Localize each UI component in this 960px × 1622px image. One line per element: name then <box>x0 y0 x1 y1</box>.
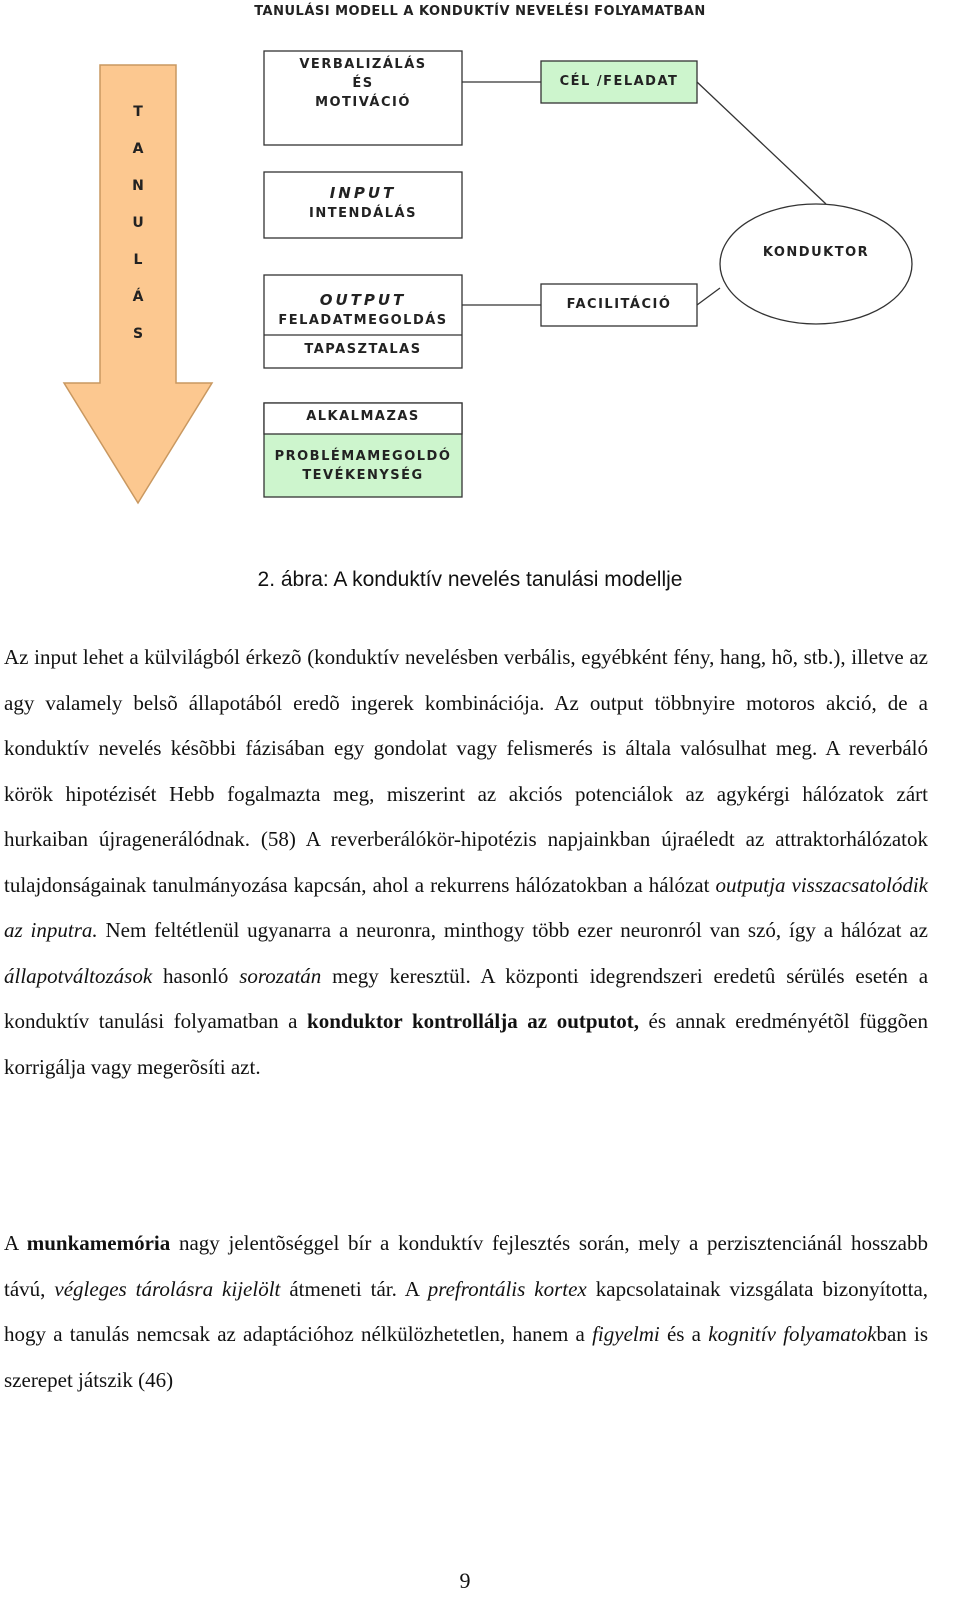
text-run: A <box>4 1231 27 1255</box>
goal-task-label: CÉL /FELADAT <box>559 74 679 89</box>
italic-run: sorozatán <box>239 963 322 988</box>
conductor-label: KONDUKTOR <box>762 245 870 260</box>
italic-run: végleges tárolásra kijelölt <box>54 1276 281 1301</box>
figure-caption: 2. ábra: A konduktív nevelés tanulási modellje <box>257 568 683 591</box>
italic-run: outputja visszacsatolódik az inputra. <box>4 872 928 942</box>
output-label: OUTPUT <box>319 291 407 309</box>
text-run: és a <box>659 1322 709 1346</box>
text-run: és annak eredményétõl függõen korrigálja vagy megerõsíti azt. <box>4 1009 928 1079</box>
arrow-letter: N <box>132 178 144 194</box>
and-label: ÉS <box>352 75 374 91</box>
text-run: nagy jelentõséggel bír a konduktív fejlesztés során, mely a perzisztenciánál hosszabb távú, <box>4 1231 928 1301</box>
application-label: ALKALMAZAS <box>306 409 420 424</box>
experience-label: TAPASZTALAS <box>304 342 422 357</box>
page-number: 9 <box>459 1568 471 1593</box>
conductor-ellipse <box>720 204 912 324</box>
bold-run: munkamemória <box>26 1231 171 1255</box>
motivation-label: MOTIVÁCIÓ <box>315 94 411 110</box>
italic-run: kognitív folyamatok <box>708 1322 877 1346</box>
box-output <box>264 290 462 331</box>
arrow-letter: A <box>132 141 144 157</box>
text-run: Nem feltétlenül ugyanarra a neuronra, minthogy több ezer neuronról van szó, így a hálózat az <box>97 918 928 942</box>
arrow-letters <box>125 94 151 353</box>
text-run: hasonló <box>152 963 240 988</box>
box-input <box>264 183 462 224</box>
paragraph-input-output <box>4 635 928 1090</box>
arrow-letter: Á <box>132 289 144 305</box>
paragraph-working-memory <box>4 1221 928 1403</box>
task-solving-label: FELADATMEGOLDÁS <box>278 312 448 328</box>
diagram-title: TANULÁSI MODELL A KONDUKTÍV NEVELÉSI FOLYAMATBAN <box>254 4 706 19</box>
text-run: ban is szerepet játszik (46) <box>4 1322 928 1392</box>
arrow-letter: L <box>133 252 143 268</box>
text-run: átmeneti tár. A <box>280 1276 428 1301</box>
box-verbalization <box>264 56 462 113</box>
facilitation-label: FACILITÁCIÓ <box>566 297 672 312</box>
text-run: megy keresztül. A központi idegrendszeri eredetû sérülés esetén a konduktív tanulási folyamatban a <box>4 963 929 1033</box>
bold-run: konduktor kontrollálja az outputot, <box>307 1009 639 1033</box>
italic-run: állapotváltozások <box>4 963 153 988</box>
text-run: Az input lehet a külvilágból érkezõ (konduktív nevelésben verbális, egyébként fény, hang, hõ, stb.), illetve az agy valamely belsõ állapotából eredõ ingerek kombinációja. Az output többnyire motoros akció, de a konduktív nevelés késõbbi fázisában egy gondolat vagy felismerés is általa valósulhat meg. <box>4 645 928 760</box>
activity-label: TEVÉKENYSÉG <box>302 467 424 483</box>
problem-solving-activity <box>264 448 462 486</box>
arrow-letter: T <box>133 104 143 120</box>
input-label: INPUT <box>329 184 397 202</box>
italic-run: prefrontális kortex <box>427 1276 587 1301</box>
learning-model-diagram <box>0 0 960 540</box>
problem-solving-label: PROBLÉMAMEGOLDÓ <box>274 449 452 464</box>
verbalization-label: VERBALIZÁLÁS <box>299 57 427 72</box>
text-run: kapcsolatainak vizsgálata bizonyította, hogy a tanulás nemcsak az adaptációhoz nélkülözhetetlen, hanem a <box>4 1276 929 1346</box>
arrow-letter: S <box>132 326 144 342</box>
italic-run: figyelmi <box>592 1322 660 1346</box>
text-run: A reverbáló körök hipotézisét Hebb fogalmazta meg, miszerint az akciós potenciálok az agykérgi hálózatok zárt hurkaiban újragenerálódnak. (58) A reverberálókör-hipotézis napjainkban újraéledt az attraktorhálózatok tulajdonságainak tanulmányozása kapcsán, ahol a rekurrens hálózatokban a hálózat <box>4 736 929 897</box>
intending-label: INTENDÁLÁS <box>309 205 417 221</box>
arrow-letter: U <box>132 215 144 231</box>
